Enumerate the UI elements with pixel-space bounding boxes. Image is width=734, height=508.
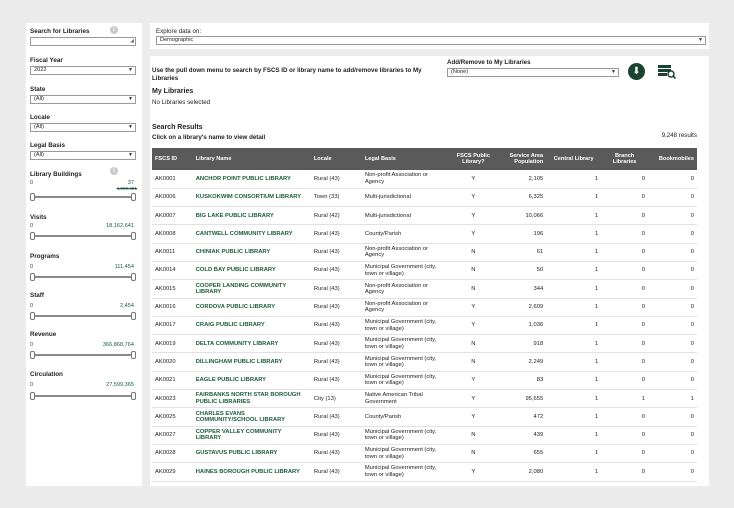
cell-branch-libraries: 0 (601, 225, 648, 243)
cell-central-library: 1 (546, 298, 601, 316)
table-row[interactable] (152, 298, 697, 316)
cell-bookmobiles: 0 (648, 408, 697, 426)
cell-population: 918 (501, 335, 546, 353)
cell-central-library: 1 (546, 261, 601, 279)
cell-locale: Rural (43) (311, 444, 362, 462)
cell-bookmobiles: 0 (648, 280, 697, 298)
slider-max-handle[interactable] (131, 273, 136, 281)
header-legal-basis[interactable]: Legal Basis (362, 148, 446, 170)
cell-locale: Rural (42) (311, 207, 362, 225)
library-name-link[interactable]: DELTA COMMUNITY LIBRARY (193, 335, 311, 353)
cell-population: 61 (501, 243, 546, 261)
results-table-body (152, 170, 697, 481)
cell-locale: Rural (43) (311, 261, 362, 279)
fiscal-year-value: 2022 (34, 67, 47, 73)
cell-fscs-id: AK0014 (152, 261, 193, 279)
cell-branch-libraries: 0 (601, 353, 648, 371)
circulation-range (30, 382, 134, 388)
cell-fscs-id: AK0027 (152, 426, 193, 444)
table-row[interactable] (152, 371, 697, 389)
cell-bookmobiles: 1 (648, 390, 697, 408)
cell-bookmobiles: 0 (648, 207, 697, 225)
slider-min-handle[interactable] (30, 351, 35, 359)
library-name-link[interactable]: GUSTAVUS PUBLIC LIBRARY (193, 444, 311, 462)
library-name-link[interactable]: FAIRBANKS NORTH STAR BOROUGH PUBLIC LIBRARIES (193, 390, 311, 408)
cell-branch-libraries: 0 (601, 261, 648, 279)
cell-population: 6,325 (501, 188, 546, 206)
cell-fscs-public: N (445, 335, 501, 353)
cell-locale: Rural (43) (311, 426, 362, 444)
cell-legal-basis: Non-profit Association or Agency (362, 280, 446, 298)
slider-min-handle[interactable] (30, 232, 35, 240)
cell-fscs-id: AK0029 (152, 463, 193, 481)
cell-fscs-public: Y (445, 298, 501, 316)
cell-central-library: 1 (546, 463, 601, 481)
explore-value: Demographic (160, 37, 194, 43)
cell-fscs-public: N (445, 243, 501, 261)
cell-central-library: 1 (546, 170, 601, 188)
cell-fscs-id: AK0020 (152, 353, 193, 371)
cell-bookmobiles: 0 (648, 463, 697, 481)
cell-population: 439 (501, 426, 546, 444)
cell-legal-basis: Municipal Government (city, town or village) (362, 335, 446, 353)
legal-basis-value: (All) (34, 152, 44, 158)
cell-population: 344 (501, 280, 546, 298)
slider-max-handle[interactable] (131, 392, 136, 400)
revenue-label: Revenue (30, 331, 57, 338)
library-name-link[interactable]: COPPER VALLEY COMMUNITY LIBRARY (193, 426, 311, 444)
slider-max-struck: 4,000,401 (116, 186, 137, 191)
slider-min-handle[interactable] (30, 273, 35, 281)
slider-max: 111,454 (114, 264, 134, 270)
cell-central-library: 1 (546, 188, 601, 206)
slider-min: 0 (30, 264, 34, 270)
cell-locale: Rural (43) (311, 353, 362, 371)
cell-legal-basis: Non-profit Association or Agency (362, 243, 446, 261)
cell-branch-libraries: 1 (601, 390, 648, 408)
explore-select[interactable] (156, 36, 706, 45)
my-libraries-title: My Libraries (152, 88, 194, 95)
cell-legal-basis: Native American Tribal Government (362, 390, 446, 408)
cell-legal-basis: Municipal Government (city, town or village) (362, 353, 446, 371)
library-name-link[interactable]: CORDOVA PUBLIC LIBRARY (193, 298, 311, 316)
info-icon[interactable]: i (110, 167, 118, 175)
cell-fscs-public: N (445, 426, 501, 444)
table-row[interactable] (152, 261, 697, 279)
library-name-link[interactable]: CRAIG PUBLIC LIBRARY (193, 316, 311, 334)
cell-legal-basis: Non-profit Association or Agency (362, 298, 446, 316)
state-select[interactable] (30, 95, 136, 104)
revenue-range (30, 342, 134, 348)
library-name-link[interactable]: COOPER LANDING COMMUNITY LIBRARY (193, 280, 311, 298)
library-name-link[interactable]: KUSKOKWIM CONSORTIUM LIBRARY (193, 188, 311, 206)
header-population[interactable]: Service Area Population (501, 148, 546, 170)
library-name-link[interactable]: CHARLES EVANS COMMUNITY/SCHOOL LIBRARY (193, 408, 311, 426)
cell-population: 95,655 (501, 390, 546, 408)
cell-legal-basis: Municipal Government (city, town or village) (362, 316, 446, 334)
slider-min: 0 (30, 303, 34, 309)
cell-fscs-id: AK0021 (152, 371, 193, 389)
cell-fscs-id: AK0016 (152, 298, 193, 316)
cell-population: 655 (501, 444, 546, 462)
cell-legal-basis: Municipal Government (city, town or village) (362, 261, 446, 279)
cell-fscs-id: AK0006 (152, 188, 193, 206)
chevron-down-icon: ▼ (698, 37, 703, 43)
cell-bookmobiles: 0 (648, 225, 697, 243)
staff-label: Staff (30, 292, 44, 299)
main-panel (150, 23, 709, 486)
cell-branch-libraries: 0 (601, 335, 648, 353)
cell-legal-basis: Municipal Government (city, town or village) (362, 463, 446, 481)
search-results-title: Search Results (152, 124, 203, 131)
header-locale[interactable]: Locale (311, 148, 362, 170)
slider-min: 0 (30, 382, 34, 388)
cell-central-library: 1 (546, 426, 601, 444)
cell-fscs-id: AK0023 (152, 390, 193, 408)
slider-min: 0 (30, 223, 34, 229)
cell-bookmobiles: 0 (648, 243, 697, 261)
header-fscs-id[interactable]: FSCS ID (152, 148, 193, 170)
cell-locale: Rural (43) (311, 170, 362, 188)
staff-slider[interactable] (32, 315, 134, 317)
cell-fscs-id: AK0015 (152, 280, 193, 298)
table-row[interactable] (152, 280, 697, 298)
results-table (152, 148, 697, 482)
cell-fscs-id: AK0008 (152, 225, 193, 243)
library-name-link[interactable]: COLD BAY PUBLIC LIBRARY (193, 261, 311, 279)
cell-fscs-public: Y (445, 188, 501, 206)
cell-fscs-public: N (445, 444, 501, 462)
cell-bookmobiles: 0 (648, 335, 697, 353)
locale-select[interactable] (30, 123, 136, 132)
cell-locale: Rural (43) (311, 243, 362, 261)
cell-central-library: 1 (546, 335, 601, 353)
cell-branch-libraries: 0 (601, 371, 648, 389)
cell-central-library: 1 (546, 280, 601, 298)
cell-branch-libraries: 0 (601, 463, 648, 481)
cell-population: 10,066 (501, 207, 546, 225)
library-name-link[interactable]: BIG LAKE PUBLIC LIBRARY (193, 207, 311, 225)
table-row[interactable] (152, 444, 697, 462)
library-buildings-label: Library Buildings (30, 171, 82, 178)
library-name-link[interactable]: ANCHOR POINT PUBLIC LIBRARY (193, 170, 311, 188)
cell-fscs-id: AK0007 (152, 207, 193, 225)
cell-locale: Rural (43) (311, 280, 362, 298)
cell-fscs-public: N (445, 280, 501, 298)
download-icon[interactable]: ⬇ (628, 63, 645, 80)
explore-label: Explore data on: (156, 28, 202, 35)
cell-locale: Rural (43) (311, 408, 362, 426)
cell-fscs-id: AK0011 (152, 243, 193, 261)
cell-fscs-public: Y (445, 225, 501, 243)
visits-label: Visits (30, 214, 47, 221)
cell-fscs-public: Y (445, 390, 501, 408)
programs-label: Programs (30, 253, 60, 260)
cell-central-library: 1 (546, 408, 601, 426)
locale-label: Locale (30, 114, 50, 121)
library-buildings-slider[interactable] (32, 196, 134, 198)
explore-panel (150, 23, 709, 56)
fiscal-year-label: Fiscal Year (30, 57, 63, 64)
state-label: State (30, 86, 46, 93)
cell-branch-libraries: 0 (601, 280, 648, 298)
cell-fscs-public: Y (445, 408, 501, 426)
slider-min-handle[interactable] (30, 392, 35, 400)
slider-max: 37 (127, 180, 134, 186)
cell-population: 50 (501, 261, 546, 279)
cell-legal-basis: County/Parish (362, 408, 446, 426)
cell-branch-libraries: 0 (601, 207, 648, 225)
cell-fscs-public: Y (445, 207, 501, 225)
cell-fscs-public: Y (445, 463, 501, 481)
cell-population: 2,105 (501, 170, 546, 188)
cell-population: 2,249 (501, 353, 546, 371)
cell-locale: City (13) (311, 390, 362, 408)
cell-fscs-id: AK0019 (152, 335, 193, 353)
cell-bookmobiles: 0 (648, 353, 697, 371)
my-libraries-empty: No Libraries selected (152, 99, 211, 106)
header-bookmobiles[interactable]: Bookmobiles (648, 148, 697, 170)
slider-max: 27,599,365 (106, 382, 134, 388)
cell-legal-basis: County/Parish (362, 225, 446, 243)
cell-branch-libraries: 0 (601, 408, 648, 426)
cell-legal-basis: Municipal Government (city, town or village) (362, 444, 446, 462)
cell-branch-libraries: 0 (601, 426, 648, 444)
filter-sidebar (26, 23, 142, 486)
cell-fscs-public: Y (445, 316, 501, 334)
library-name-link[interactable]: CHINIAK PUBLIC LIBRARY (193, 243, 311, 261)
slider-max-handle[interactable] (131, 312, 136, 320)
cell-population: 1,036 (501, 316, 546, 334)
cell-population: 2,609 (501, 298, 546, 316)
chevron-down-icon: ▼ (128, 124, 133, 130)
chevron-down-icon: ▼ (128, 152, 133, 158)
revenue-slider[interactable] (32, 354, 134, 356)
slider-max-handle[interactable] (131, 193, 136, 201)
add-remove-select[interactable] (447, 68, 619, 77)
slider-min: 0 (30, 342, 34, 348)
cell-central-library: 1 (546, 207, 601, 225)
locale-value: (All) (34, 124, 44, 130)
cell-population: 83 (501, 371, 546, 389)
cell-fscs-id: AK0017 (152, 316, 193, 334)
slider-max: 2,454 (120, 303, 134, 309)
library-search-input[interactable] (30, 37, 136, 46)
header-library-name[interactable]: Library Name (193, 148, 311, 170)
add-remove-label: Add/Remove to My Libraries (447, 59, 531, 66)
table-row[interactable] (152, 426, 697, 444)
cell-population: 196 (501, 225, 546, 243)
search-results-subtitle: Click on a library's name to view detail (152, 134, 266, 141)
instructions-text: Use the pull down menu to search by FSCS ID or library name to add/remove libraries to My Libraries (152, 67, 422, 82)
cell-branch-libraries: 0 (601, 316, 648, 334)
legal-basis-label: Legal Basis (30, 142, 65, 149)
cell-bookmobiles: 0 (648, 188, 697, 206)
table-row[interactable] (152, 188, 697, 206)
database-search-icon[interactable] (658, 65, 676, 79)
cell-bookmobiles: 0 (648, 426, 697, 444)
cell-branch-libraries: 0 (601, 243, 648, 261)
cell-fscs-public: N (445, 261, 501, 279)
table-row[interactable] (152, 207, 697, 225)
cell-bookmobiles: 0 (648, 444, 697, 462)
header-fscs-public[interactable]: FSCS Public Library? (445, 148, 501, 170)
cell-locale: Rural (43) (311, 316, 362, 334)
header-central-library[interactable]: Central Library (546, 148, 601, 170)
library-name-link[interactable]: CANTWELL COMMUNITY LIBRARY (193, 225, 311, 243)
table-row[interactable] (152, 390, 697, 408)
cell-central-library: 1 (546, 225, 601, 243)
cell-branch-libraries: 0 (601, 170, 648, 188)
cell-bookmobiles: 0 (648, 316, 697, 334)
cell-population: 2,080 (501, 463, 546, 481)
cell-fscs-id: AK0025 (152, 408, 193, 426)
circulation-label: Circulation (30, 371, 63, 378)
cell-branch-libraries: 0 (601, 298, 648, 316)
header-branch-libraries[interactable]: Branch Libraries (601, 148, 648, 170)
chevron-down-icon: ▼ (128, 67, 133, 73)
search-label: Search for Libraries (30, 28, 90, 35)
cell-bookmobiles: 0 (648, 371, 697, 389)
cell-locale: Rural (43) (311, 371, 362, 389)
table-row[interactable] (152, 316, 697, 334)
cell-central-library: 1 (546, 390, 601, 408)
slider-max: 18,162,641 (106, 223, 134, 229)
programs-range (30, 264, 134, 270)
table-row[interactable] (152, 170, 697, 188)
cell-bookmobiles: 0 (648, 261, 697, 279)
cell-fscs-public: Y (445, 170, 501, 188)
cell-population: 472 (501, 408, 546, 426)
table-row[interactable] (152, 408, 697, 426)
cell-central-library: 1 (546, 444, 601, 462)
table-header-row (152, 148, 697, 170)
cell-bookmobiles: 0 (648, 170, 697, 188)
cell-central-library: 1 (546, 371, 601, 389)
library-name-link[interactable]: HAINES BOROUGH PUBLIC LIBRARY (193, 463, 311, 481)
resize-grip-icon: ◢ (130, 38, 134, 44)
visits-range (30, 223, 134, 229)
table-row[interactable] (152, 353, 697, 371)
add-remove-value: (None) (451, 69, 469, 75)
legal-basis-select[interactable] (30, 151, 136, 160)
table-row[interactable] (152, 225, 697, 243)
cell-central-library: 1 (546, 243, 601, 261)
slider-max: 366,868,764 (102, 342, 134, 348)
state-value: (All) (34, 96, 44, 102)
circulation-slider[interactable] (32, 395, 134, 397)
chevron-down-icon: ▼ (128, 96, 133, 102)
library-name-link[interactable]: EAGLE PUBLIC LIBRARY (193, 371, 311, 389)
cell-locale: Rural (43) (311, 463, 362, 481)
cell-fscs-public: Y (445, 371, 501, 389)
cell-locale: Rural (43) (311, 225, 362, 243)
slider-min-handle[interactable] (30, 193, 35, 201)
cell-locale: Rural (43) (311, 335, 362, 353)
cell-locale: Rural (43) (311, 298, 362, 316)
cell-fscs-public: N (445, 353, 501, 371)
results-count: 9,248 results (661, 132, 697, 139)
staff-range (30, 303, 134, 309)
slider-min: 0 (30, 180, 34, 186)
cell-central-library: 1 (546, 353, 601, 371)
cell-legal-basis: Municipal Government (city, town or village) (362, 426, 446, 444)
cell-branch-libraries: 0 (601, 444, 648, 462)
slider-max-handle[interactable] (131, 351, 136, 359)
table-row[interactable] (152, 463, 697, 481)
slider-min-handle[interactable] (30, 312, 35, 320)
cell-legal-basis: Multi-jurisdictional (362, 188, 446, 206)
cell-legal-basis: Multi-jurisdictional (362, 207, 446, 225)
library-name-link[interactable]: DILLINGHAM PUBLIC LIBRARY (193, 353, 311, 371)
chevron-down-icon: ▼ (611, 69, 616, 75)
fiscal-year-select[interactable] (30, 66, 136, 75)
programs-slider[interactable] (32, 276, 134, 278)
cell-locale: Town (33) (311, 188, 362, 206)
table-row[interactable] (152, 243, 697, 261)
cell-fscs-id: AK0001 (152, 170, 193, 188)
slider-max-handle[interactable] (131, 232, 136, 240)
cell-central-library: 1 (546, 316, 601, 334)
info-icon[interactable]: i (110, 26, 118, 34)
cell-legal-basis: Municipal Government (city, town or village) (362, 371, 446, 389)
cell-legal-basis: Non-profit Association or Agency (362, 170, 446, 188)
cell-fscs-id: AK0028 (152, 444, 193, 462)
table-row[interactable] (152, 335, 697, 353)
cell-branch-libraries: 0 (601, 188, 648, 206)
cell-bookmobiles: 0 (648, 298, 697, 316)
visits-slider[interactable] (32, 235, 134, 237)
